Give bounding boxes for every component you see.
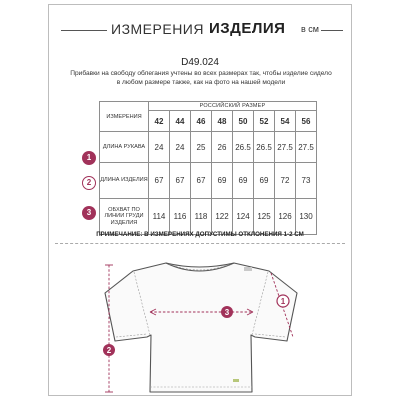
size-header: 44 — [170, 111, 191, 132]
table-cell: 24 — [170, 132, 191, 163]
svg-text:2: 2 — [106, 346, 112, 355]
table-cell: 67 — [191, 163, 212, 199]
table-cell: 27.5 — [296, 132, 317, 163]
table-cell: 126 — [275, 199, 296, 235]
size-header: 48 — [212, 111, 233, 132]
table-cell: 69 — [254, 163, 275, 199]
table-cell: 26 — [212, 132, 233, 163]
table-cell: 67 — [149, 163, 170, 199]
table-cell: 73 — [296, 163, 317, 199]
table-row-chest-girth — [100, 199, 317, 235]
hem-tag — [233, 379, 239, 382]
header-unit: в см — [301, 24, 319, 34]
table-cell: 25 — [191, 132, 212, 163]
size-table — [99, 101, 317, 235]
size-header: 46 — [191, 111, 212, 132]
marker-2 — [103, 344, 115, 356]
table-cell: 69 — [212, 163, 233, 199]
length-measure — [105, 265, 113, 392]
dashed-divider — [55, 243, 345, 244]
header-rule-right — [321, 30, 343, 31]
marker-3 — [221, 306, 233, 318]
table-cell: 27.5 — [275, 132, 296, 163]
marker-1 — [277, 295, 289, 307]
header-rule-left — [61, 30, 107, 31]
row-label: ОБХВАТ ПО ЛИНИИ ГРУДИ ИЗДЕЛИЯ — [100, 199, 149, 235]
table-row-garment-length — [100, 163, 317, 199]
table-corner-label: ИЗМЕРЕНИЯ — [100, 102, 149, 132]
table-cell: 72 — [275, 163, 296, 199]
size-header: 42 — [149, 111, 170, 132]
table-cell: 118 — [191, 199, 212, 235]
size-header: 50 — [233, 111, 254, 132]
table-cell: 26.5 — [254, 132, 275, 163]
table-cell: 124 — [233, 199, 254, 235]
table-cell: 122 — [212, 199, 233, 235]
table-group-header: РОССИЙСКИЙ РАЗМЕР — [149, 102, 317, 111]
model-code: D49.024 — [181, 57, 219, 68]
header-title-measurements: ИЗМЕРЕНИЯ — [111, 21, 204, 37]
size-header: 56 — [296, 111, 317, 132]
brand-tag — [244, 267, 252, 271]
fit-note: Прибавки на свободу облегания учтены во всех размерах так, чтобы изделие сидело в любом размере также, как на фото на нашей модели — [70, 70, 332, 86]
table-cell: 114 — [149, 199, 170, 235]
chart-header — [49, 17, 351, 43]
table-cell: 125 — [254, 199, 275, 235]
header-title-garment: ИЗДЕЛИЯ — [209, 20, 286, 37]
tshirt-outline — [105, 263, 297, 392]
table-row-sleeve-length — [100, 132, 317, 163]
tolerance-remark: ПРИМЕЧАНИЕ: В ИЗМЕРЕНИЯХ ДОПУСТИМЫ ОТКЛОНЕНИЯ 1-2 СМ — [96, 231, 304, 238]
row-number-badge: 3 — [82, 206, 96, 220]
table-cell: 130 — [296, 199, 317, 235]
table-cell: 67 — [170, 163, 191, 199]
row-number-badge: 2 — [82, 176, 96, 190]
svg-text:3: 3 — [224, 308, 230, 317]
table-cell: 24 — [149, 132, 170, 163]
row-label: ДЛИНА РУКАВА — [100, 132, 149, 163]
size-chart-card — [48, 4, 352, 396]
svg-text:1: 1 — [280, 297, 286, 306]
table-cell: 116 — [170, 199, 191, 235]
table-cell: 69 — [233, 163, 254, 199]
size-header: 54 — [275, 111, 296, 132]
row-number-badge: 1 — [82, 151, 96, 165]
table-cell: 26.5 — [233, 132, 254, 163]
size-header: 52 — [254, 111, 275, 132]
tshirt-diagram — [49, 249, 351, 395]
row-label: ДЛИНА ИЗДЕЛИЯ — [100, 163, 149, 199]
